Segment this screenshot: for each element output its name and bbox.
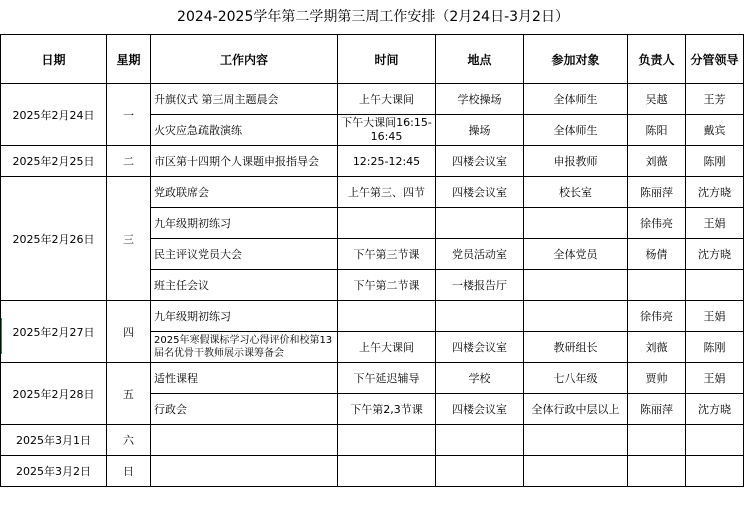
participants-cell [524, 270, 628, 301]
time-cell: 下午大课间16:15-16:45 [338, 115, 436, 146]
participants-cell [524, 301, 628, 332]
content-cell: 火灾应急疏散演练 [151, 115, 338, 146]
owner-cell: 杨倩 [628, 239, 686, 270]
time-cell: 下午第二节课 [338, 270, 436, 301]
owner-cell [628, 270, 686, 301]
content-cell [151, 425, 338, 456]
header-participants: 参加对象 [524, 35, 628, 84]
place-cell: 四楼会议室 [436, 177, 524, 208]
place-cell: 一楼报告厅 [436, 270, 524, 301]
participants-cell [524, 456, 628, 487]
date-cell: 2025年2月24日 [1, 84, 107, 146]
leader-cell: 沈方晓 [686, 177, 744, 208]
schedule-table [0, 34, 744, 487]
participants-cell: 七八年级 [524, 363, 628, 394]
table-row [1, 84, 744, 115]
date-cell: 2025年3月1日 [1, 425, 107, 456]
owner-cell: 吴越 [628, 84, 686, 115]
leader-cell: 王娟 [686, 301, 744, 332]
participants-cell: 全体行政中层以上 [524, 394, 628, 425]
content-cell: 党政联席会 [151, 177, 338, 208]
owner-cell: 刘薇 [628, 332, 686, 363]
weekday-cell: 四 [107, 301, 151, 363]
weekday-cell: 二 [107, 146, 151, 177]
leader-cell: 陈刚 [686, 332, 744, 363]
time-cell: 下午第三节课 [338, 239, 436, 270]
content-cell: 九年级期初练习 [151, 208, 338, 239]
participants-cell: 全体师生 [524, 115, 628, 146]
table-row [1, 301, 744, 332]
date-cell: 2025年2月27日 [1, 301, 107, 363]
participants-cell [524, 208, 628, 239]
content-cell: 行政会 [151, 394, 338, 425]
time-cell: 下午延迟辅导 [338, 363, 436, 394]
page-title: 2024-2025学年第二学期第三周工作安排（2月24日-3月2日） [177, 9, 569, 25]
date-cell: 2025年3月2日 [1, 456, 107, 487]
header-date: 日期 [1, 35, 107, 84]
place-cell: 学校 [436, 363, 524, 394]
weekday-cell: 日 [107, 456, 151, 487]
weekday-cell: 五 [107, 363, 151, 425]
content-cell [151, 456, 338, 487]
table-row [1, 177, 744, 208]
date-cell: 2025年2月28日 [1, 363, 107, 425]
table-row [1, 146, 744, 177]
header-row [1, 35, 744, 84]
time-cell: 上午大课间 [338, 84, 436, 115]
owner-cell: 徐伟亮 [628, 301, 686, 332]
owner-cell: 刘薇 [628, 146, 686, 177]
header-leader: 分管领导 [686, 35, 744, 84]
place-cell: 操场 [436, 115, 524, 146]
time-cell [338, 456, 436, 487]
leader-cell: 王娟 [686, 208, 744, 239]
participants-cell [524, 425, 628, 456]
content-cell: 升旗仪式 第三周主题晨会 [151, 84, 338, 115]
content-cell: 适性课程 [151, 363, 338, 394]
place-cell: 四楼会议室 [436, 146, 524, 177]
participants-cell: 全体党员 [524, 239, 628, 270]
leader-cell: 王娟 [686, 363, 744, 394]
participants-cell: 校长室 [524, 177, 628, 208]
owner-cell: 贾帅 [628, 363, 686, 394]
content-cell: 2025年寒假课标学习心得评价和校第13届名优骨干教师展示课筹备会 [151, 332, 338, 363]
content-cell: 民主评议党员大会 [151, 239, 338, 270]
leader-cell: 陈刚 [686, 146, 744, 177]
leader-cell [686, 270, 744, 301]
participants-cell: 申报教师 [524, 146, 628, 177]
place-cell: 四楼会议室 [436, 394, 524, 425]
header-time: 时间 [338, 35, 436, 84]
table-row [1, 363, 744, 394]
time-cell: 12:25-12:45 [338, 146, 436, 177]
leader-cell: 王芳 [686, 84, 744, 115]
weekday-cell: 六 [107, 425, 151, 456]
participants-cell: 全体师生 [524, 84, 628, 115]
time-cell: 上午第三、四节 [338, 177, 436, 208]
content-cell: 九年级期初练习 [151, 301, 338, 332]
place-cell [436, 456, 524, 487]
owner-cell [628, 425, 686, 456]
time-cell [338, 301, 436, 332]
date-cell: 2025年2月26日 [1, 177, 107, 301]
owner-cell: 陈阳 [628, 115, 686, 146]
owner-cell [628, 456, 686, 487]
leader-cell: 沈方晓 [686, 394, 744, 425]
place-cell: 党员活动室 [436, 239, 524, 270]
leader-cell: 戴宾 [686, 115, 744, 146]
place-cell [436, 208, 524, 239]
place-cell [436, 425, 524, 456]
time-cell: 下午第2,3节课 [338, 394, 436, 425]
place-cell: 四楼会议室 [436, 332, 524, 363]
leader-cell [686, 456, 744, 487]
owner-cell: 陈丽萍 [628, 394, 686, 425]
leader-cell [686, 425, 744, 456]
owner-cell: 陈丽萍 [628, 177, 686, 208]
participants-cell: 教研组长 [524, 332, 628, 363]
time-cell [338, 208, 436, 239]
weekday-cell: 一 [107, 84, 151, 146]
table-row [1, 456, 744, 487]
date-cell: 2025年2月25日 [1, 146, 107, 177]
header-place: 地点 [436, 35, 524, 84]
header-owner: 负责人 [628, 35, 686, 84]
weekday-cell: 三 [107, 177, 151, 301]
owner-cell: 徐伟亮 [628, 208, 686, 239]
time-cell: 上午大课间 [338, 332, 436, 363]
content-cell: 市区第十四期个人课题申报指导会 [151, 146, 338, 177]
content-cell: 班主任会议 [151, 270, 338, 301]
leader-cell: 沈方晓 [686, 239, 744, 270]
header-weekday: 星期 [107, 35, 151, 84]
table-row [1, 425, 744, 456]
time-cell [338, 425, 436, 456]
place-cell: 学校操场 [436, 84, 524, 115]
header-content: 工作内容 [151, 35, 338, 84]
place-cell [436, 301, 524, 332]
